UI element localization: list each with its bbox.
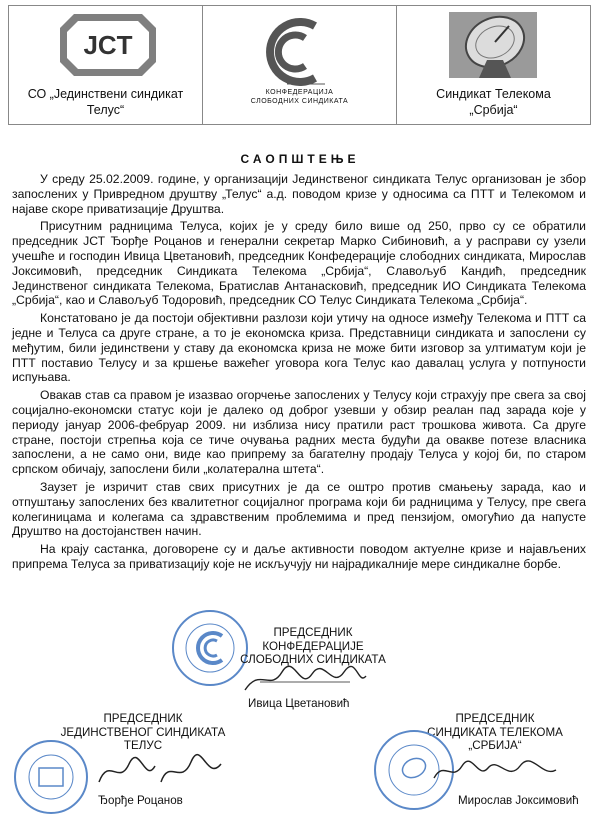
right-caption-line-1: Синдикат Телекома	[436, 87, 551, 101]
signatory-title-line: ТЕЛУС	[123, 739, 163, 752]
confederation-logo-caption	[203, 88, 396, 106]
letterhead-center	[203, 6, 397, 124]
jst-stamp	[12, 738, 90, 816]
letterhead	[8, 5, 591, 125]
confederation-caption-line-1: КОНФЕДЕРАЦИЈА	[265, 89, 334, 96]
signatory-title-line: СИНДИКАТА ТЕЛЕКОМА „СРБИЈА“	[427, 725, 563, 752]
document-body	[12, 172, 586, 575]
jst-logo-text: JCT	[83, 30, 133, 60]
paragraph: На крају састанка, договорене су и даље активности поводом актуелне кризе и најављених припрема Телуса за приватизацију које не искључују ни најрадикалније мере синдикалне борбе.	[12, 542, 586, 571]
telekom-signature	[430, 752, 560, 792]
confederation-signatory-name: Ивица Цветановић	[248, 697, 350, 710]
right-caption-line-2: „Србија“	[469, 103, 518, 117]
jst-logo	[60, 14, 156, 76]
jst-signatory-name: Ђорђе Роцанов	[98, 794, 183, 807]
confederation-signatory-title	[238, 626, 388, 667]
signatory-title-line: ПРЕДСЕДНИК	[455, 712, 535, 725]
confederation-signature	[240, 662, 370, 698]
paragraph: Присутним радницима Телуса, којих је у среду било више од 250, прво су се обратили председник ЈСТ Ђорђе Роцанов и генерални секретар Марко Сибиновић, а у расправи су узели учешће и господин Ивица Цветановић, председник Конфедерације слободних синдиката, Мирослав Јоксимовић, председник Синдиката Телекома „Србија“, Славољуб Кандић, председник Јединственог синдиката Телекома, Братислав Антанасковић, председник ИО Синдиката Телекома „Србија“, као и Славољуб Тодоровић, председник СО Телус Синдиката Телекома „Србија“.	[12, 219, 586, 308]
signatory-title-line: ЈЕДИНСТВЕНОГ СИНДИКАТА	[60, 725, 226, 739]
left-caption	[9, 86, 202, 118]
signatory-title-line: ПРЕДСЕДНИК	[103, 712, 183, 725]
paragraph: Констатовано је да постоји објективни разлози који утичу на односе између Телекома и ПТТ са једне и Телуса са друге стране, а то је економска криза. Представници синдиката и запослени су међутим, били јединствени у ставу да економска криза не може бити изговор за ултиматум који је ПТТ поставио Телусу и за кршење важећег уговора кога Телус као давалац услуга у потпуности испуњава.	[12, 311, 586, 385]
paragraph: Овакав став са правом је изазвао огорчење запослених у Телусу који страхују пре свега за свој социјално-економски статус који је далеко од доброг узевши у обзир реалан пад зарада које у периоду јануар 2006-фебруар 2009. ни изблиза нису пратили раст трошкова живота. Са друге стране, постоји стрепња која се тиче очувања радних места будући да овакве потезе власника запослени, а не само они, виде као припрему за багателну продају Телуса у којој би, по старом српском обичају, запослени били „колатерална штета“.	[12, 388, 586, 477]
jst-signature	[95, 752, 225, 792]
satellite-dish-logo	[449, 12, 537, 78]
paragraph: У среду 25.02.2009. године, у организацији Јединственог синдиката Телус организован је збор запослених у Привредном друштву „Телус“ а.д. поводом кризе у односима са ПТТ и Телекомом и најаве скоре приватизације Друштва.	[12, 172, 586, 216]
signatory-title-line: КОНФЕДЕРАЦИЈЕ	[262, 639, 364, 653]
signatory-title-line: ПРЕДСЕДНИК	[273, 626, 353, 639]
document-title: САОПШТЕЊЕ	[240, 152, 360, 166]
left-caption-line-2: Телус“	[86, 103, 125, 117]
telekom-signatory-name: Мирослав Јоксимовић	[458, 794, 579, 807]
left-caption-line-1: СО „Јединствени синдикат	[27, 87, 184, 101]
letterhead-left	[9, 6, 203, 124]
signatory-title-line: СЛОБОДНИХ СИНДИКАТА	[240, 653, 386, 666]
right-caption	[397, 86, 590, 118]
paragraph: Заузет је изричит став свих присутних је да се оштро против смањењу зарада, као и отпуштању запослених без квалитетног социјалног програма који би радницима у Телусу, пре свега колегиницама и колегама са здравственим проблемима и пред пензијом, омогућио да напусте Друштво на достојанствен начин.	[12, 479, 586, 539]
confederation-caption-line-2: СЛОБОДНИХ СИНДИКАТА	[250, 98, 349, 105]
confederation-logo	[255, 16, 339, 98]
letterhead-right	[397, 6, 590, 124]
